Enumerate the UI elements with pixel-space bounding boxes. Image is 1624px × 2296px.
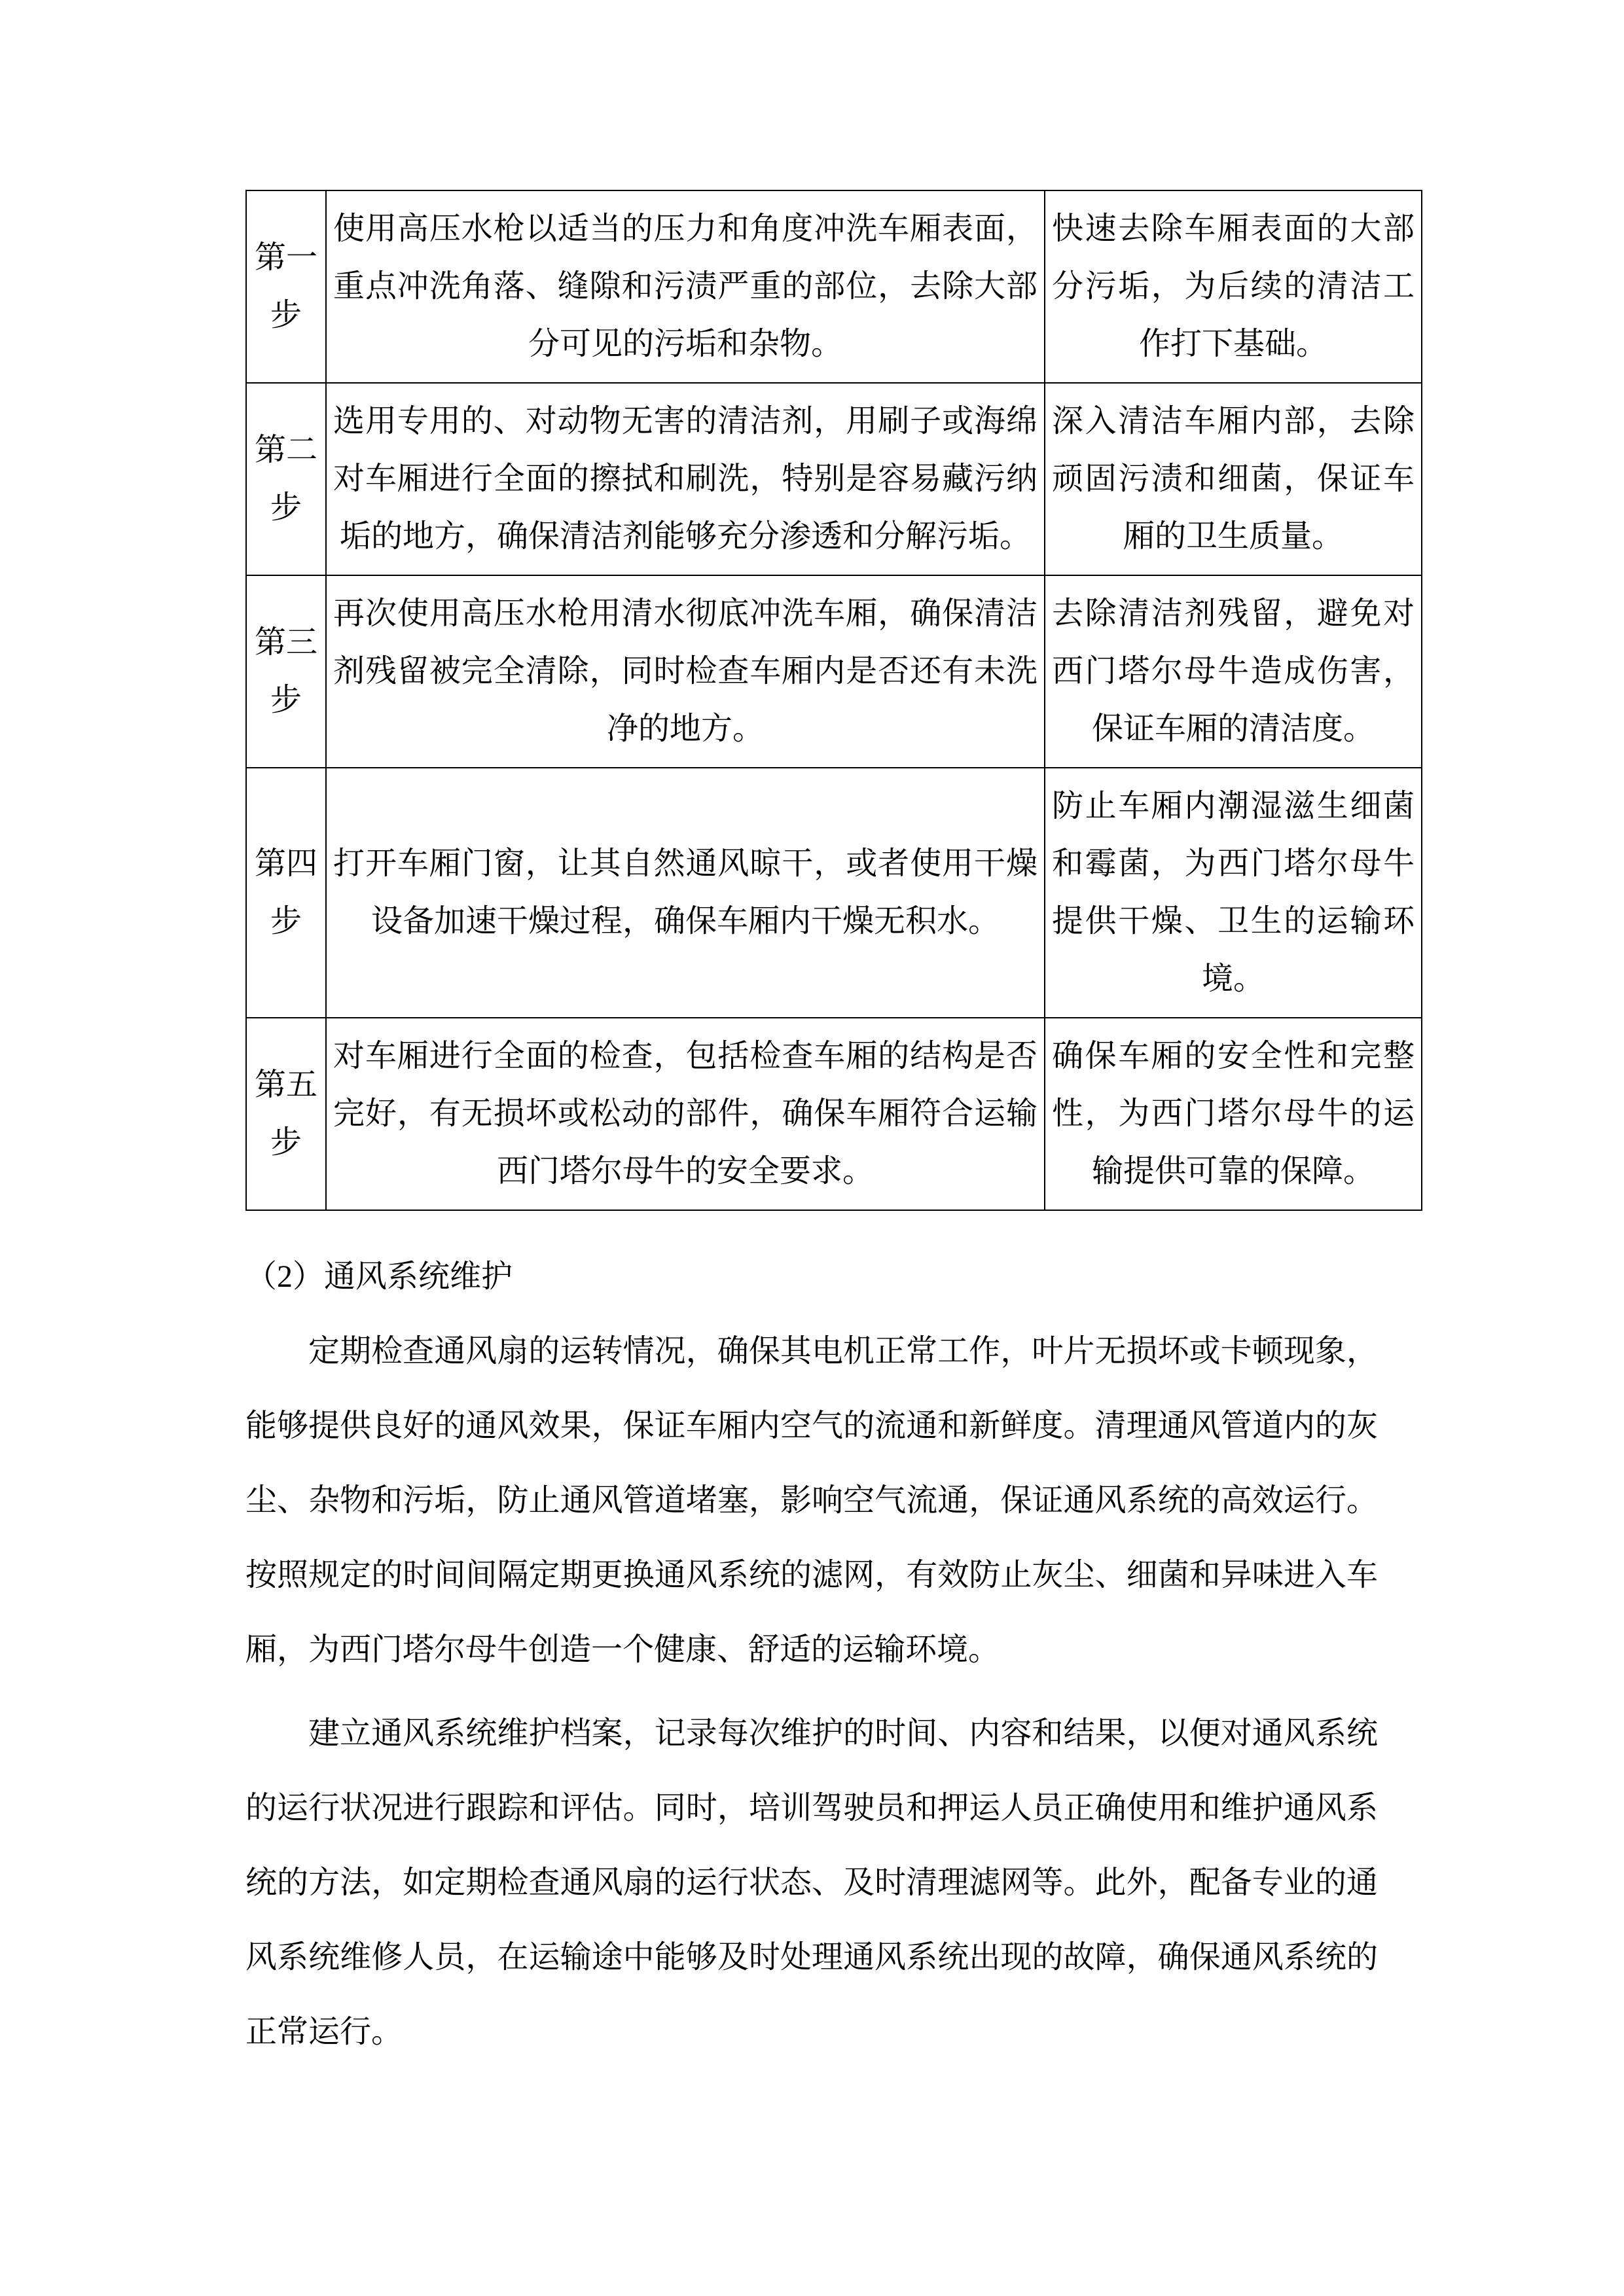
section-heading: （2）通风系统维护 — [245, 1259, 513, 1294]
procedure-cell: 打开车厢门窗，让其自然通风晾干，或者使用干燥设备加速干燥过程，确保车厢内干燥无积水。 — [326, 768, 1045, 1018]
purpose-cell: 去除清洁剂残留，避免对西门塔尔母牛造成伤害，保证车厢的清洁度。 — [1045, 575, 1422, 768]
table-row — [246, 1018, 1422, 1210]
table-row — [246, 768, 1422, 1018]
table-row — [246, 575, 1422, 768]
step-cell: 第二步 — [246, 383, 326, 575]
step-cell: 第一步 — [246, 190, 326, 383]
purpose-cell: 防止车厢内潮湿滋生细菌和霉菌，为西门塔尔母牛提供干燥、卫生的运输环境。 — [1045, 768, 1422, 1018]
step-cell: 第五步 — [246, 1018, 326, 1210]
procedure-cell: 使用高压水枪以适当的压力和角度冲洗车厢表面，重点冲洗角落、缝隙和污渍严重的部位，去除大部分可见的污垢和杂物。 — [326, 190, 1045, 383]
purpose-cell: 深入清洁车厢内部，去除顽固污渍和细菌，保证车厢的卫生质量。 — [1045, 383, 1422, 575]
purpose-cell: 快速去除车厢表面的大部分污垢，为后续的清洁工作打下基础。 — [1045, 190, 1422, 383]
paragraph-1: 定期检查通风扇的运转情况，确保其电机正常工作，叶片无损坏或卡顿现象，能够提供良好的通风效果，保证车厢内空气的流通和新鲜度。清理通风管道内的灰尘、杂物和污垢，防止通风管道堵塞，影响空气流通，保证通风系统的高效运行。按照规定的时间间隔定期更换通风系统的滤网，有效防止灰尘、细菌和异味进入车厢，为西门塔尔母牛创造一个健康、舒适的运输环境。 — [245, 1334, 1378, 1667]
table-row — [246, 383, 1422, 575]
procedure-cell: 选用专用的、对动物无害的清洁剂，用刷子或海绵对车厢进行全面的擦拭和刷洗，特别是容易藏污纳垢的地方，确保清洁剂能够充分渗透和分解污垢。 — [326, 383, 1045, 575]
step-cell: 第四步 — [246, 768, 326, 1018]
document-page — [245, 190, 1415, 2070]
paragraph-2: 建立通风系统维护档案，记录每次维护的时间、内容和结果，以便对通风系统的运行状况进行跟踪和评估。同时，培训驾驶员和押运人员正确使用和维护通风系统的方法，如定期检查通风扇的运行状态、及时清理滤网等。此外，配备专业的通风系统维修人员，在运输途中能够及时处理通风系统出现的故障，确保通风系统的正常运行。 — [245, 1716, 1378, 2049]
procedure-cell: 再次使用高压水枪用清水彻底冲洗车厢，确保清洁剂残留被完全清除，同时检查车厢内是否还有未洗净的地方。 — [326, 575, 1045, 768]
cleaning-steps-table — [245, 190, 1422, 1211]
table-row — [246, 190, 1422, 383]
procedure-cell: 对车厢进行全面的检查，包括检查车厢的结构是否完好，有无损坏或松动的部件，确保车厢符合运输西门塔尔母牛的安全要求。 — [326, 1018, 1045, 1210]
purpose-cell: 确保车厢的安全性和完整性，为西门塔尔母牛的运输提供可靠的保障。 — [1045, 1018, 1422, 1210]
step-cell: 第三步 — [246, 575, 326, 768]
